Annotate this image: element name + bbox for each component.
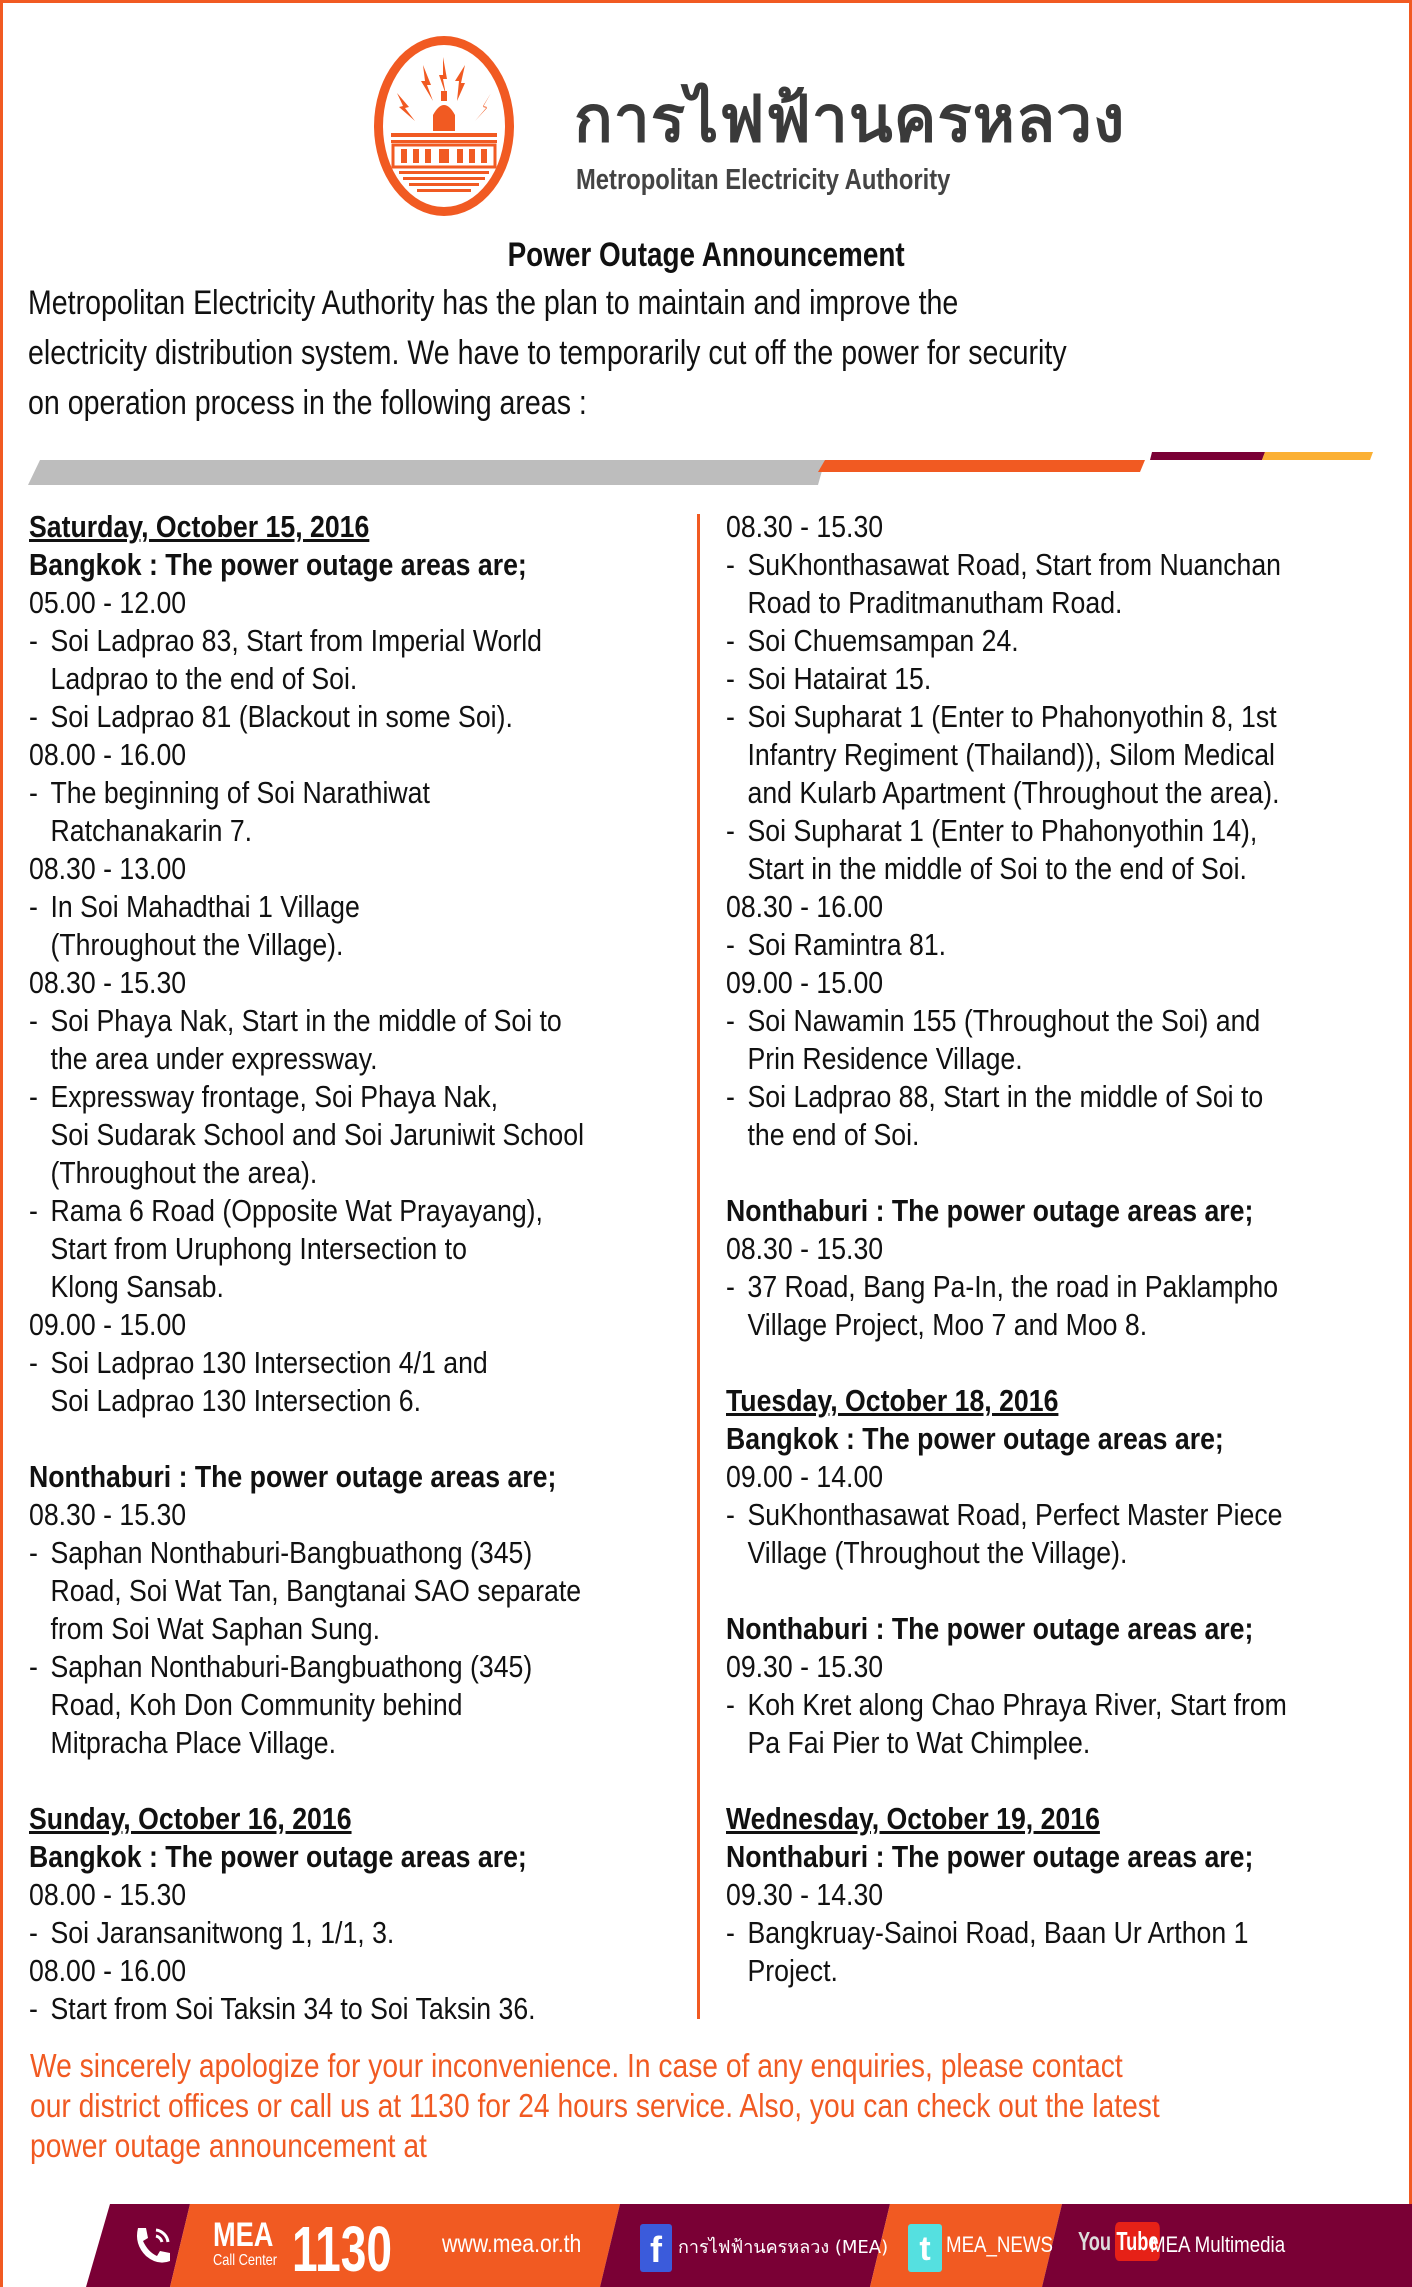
- section-spacer: [29, 1762, 689, 1800]
- outage-area-text: SuKhonthasawat Road, Start from Nuanchan: [747, 547, 1282, 582]
- outage-area-text: Expressway frontage, Soi Phaya Nak,: [50, 1079, 499, 1114]
- time-range: 08.00 - 15.30: [29, 1877, 187, 1912]
- bullet-dash: -: [29, 889, 38, 924]
- call-center-label: Call Center: [213, 2252, 278, 2269]
- decorative-stripe-divider: [0, 440, 1412, 490]
- bullet-dash: -: [726, 1079, 735, 1114]
- org-name-thai: การไฟฟ้านครหลวง: [574, 83, 1126, 157]
- call-center-number[interactable]: 1130: [292, 2213, 392, 2285]
- bullet-dash: -: [29, 623, 38, 658]
- region-heading: Nonthaburi : The power outage areas are;: [726, 1611, 1254, 1646]
- outage-area-item: [29, 1914, 689, 1952]
- outage-area-text: Road to Praditmanutham Road.: [747, 585, 1123, 620]
- outage-area-text: Bangkruay-Sainoi Road, Baan Ur Arthon 1: [747, 1915, 1249, 1950]
- time-range: 08.30 - 13.00: [29, 851, 187, 886]
- outage-area-text: Soi Ladprao 88, Start in the middle of Soi to: [747, 1079, 1264, 1114]
- time-range: 08.30 - 15.30: [29, 965, 187, 1000]
- section-spacer: [726, 1154, 1406, 1192]
- outage-area-item: [726, 1268, 1406, 1344]
- time-range: 08.00 - 16.00: [29, 1953, 187, 1988]
- outage-area-item: [726, 698, 1406, 812]
- column-divider: [697, 514, 700, 2019]
- intro-line: Metropolitan Electricity Authority has the plan to maintain and improve the: [28, 284, 959, 322]
- outage-area-item: [726, 1078, 1406, 1154]
- outage-area-text: The beginning of Soi Narathiwat: [50, 775, 430, 810]
- intro-paragraph: [28, 278, 1408, 428]
- bullet-dash: -: [29, 1535, 38, 1570]
- outage-area-text: from Soi Wat Saphan Sung.: [50, 1611, 380, 1646]
- outage-area-item: [726, 660, 1406, 698]
- time-range: 09.30 - 15.30: [726, 1649, 884, 1684]
- bullet-dash: -: [726, 813, 735, 848]
- time-range: 08.30 - 15.30: [29, 1497, 187, 1532]
- outage-area-text: Soi Ladprao 130 Intersection 6.: [50, 1383, 422, 1418]
- time-range: 05.00 - 12.00: [29, 585, 187, 620]
- time-range: 09.00 - 15.00: [29, 1307, 187, 1342]
- bullet-dash: -: [726, 1269, 735, 1304]
- outage-area-text: Saphan Nonthaburi-Bangbuathong (345): [50, 1649, 533, 1684]
- outage-area-text: Village (Throughout the Village).: [747, 1535, 1128, 1570]
- outage-area-text: Start from Soi Taksin 34 to Soi Taksin 36.: [50, 1991, 536, 2026]
- time-range: 08.00 - 16.00: [29, 737, 187, 772]
- header-logo: [374, 36, 1126, 216]
- apology-message: [30, 2046, 1400, 2166]
- outage-area-item: [726, 1002, 1406, 1078]
- time-range: 08.30 - 16.00: [726, 889, 884, 924]
- time-range: 09.30 - 14.30: [726, 1877, 884, 1912]
- outage-area-item: [29, 1648, 689, 1762]
- outage-date-heading: Tuesday, October 18, 2016: [726, 1383, 1059, 1418]
- bullet-dash: -: [726, 1497, 735, 1532]
- time-range: 08.30 - 15.30: [726, 1231, 884, 1266]
- intro-line: on operation process in the following areas :: [28, 384, 587, 422]
- outage-area-item: [726, 812, 1406, 888]
- bullet-dash: -: [29, 775, 38, 810]
- outage-area-text: (Throughout the Village).: [50, 927, 344, 962]
- bullet-dash: -: [29, 1003, 38, 1038]
- outage-area-item: [29, 1192, 689, 1306]
- facebook-label[interactable]: การไฟฟ้านครหลวง (MEA): [678, 2237, 889, 2258]
- intro-line: electricity distribution system. We have to temporarily cut off the power for security: [28, 334, 1067, 372]
- region-heading: Bangkok : The power outage areas are;: [29, 1839, 527, 1874]
- outage-area-text: Mitpracha Place Village.: [50, 1725, 337, 1760]
- outage-area-text: Klong Sansab.: [50, 1269, 224, 1304]
- outage-area-item: [726, 1496, 1406, 1572]
- bullet-dash: -: [29, 1079, 38, 1114]
- region-heading: Nonthaburi : The power outage areas are;: [726, 1839, 1254, 1874]
- outage-area-text: Soi Sudarak School and Soi Jaruniwit School: [50, 1117, 585, 1152]
- outage-area-text: Saphan Nonthaburi-Bangbuathong (345): [50, 1535, 533, 1570]
- outage-area-text: Soi Hatairat 15.: [747, 661, 932, 696]
- outage-area-item: [29, 1534, 689, 1648]
- outage-area-text: 37 Road, Bang Pa-In, the road in Paklampho: [747, 1269, 1279, 1304]
- bullet-dash: -: [726, 623, 735, 658]
- outage-area-text: Soi Chuemsampan 24.: [747, 623, 1019, 658]
- outage-area-text: Soi Ramintra 81.: [747, 927, 947, 962]
- region-heading: Nonthaburi : The power outage areas are;: [29, 1459, 557, 1494]
- section-spacer: [726, 1344, 1406, 1382]
- bullet-dash: -: [29, 1649, 38, 1684]
- outage-area-text: and Kularb Apartment (Throughout the area).: [747, 775, 1280, 810]
- bullet-dash: -: [726, 927, 735, 962]
- bullet-dash: -: [29, 1915, 38, 1950]
- outage-area-text: Start from Uruphong Intersection to: [50, 1231, 467, 1266]
- outage-area-text: Ratchanakarin 7.: [50, 813, 253, 848]
- outage-area-text: Soi Nawamin 155 (Throughout the Soi) and: [747, 1003, 1261, 1038]
- outage-area-text: Road, Soi Wat Tan, Bangtanai SAO separate: [50, 1573, 582, 1608]
- outage-area-text: Pa Fai Pier to Wat Chimplee.: [747, 1725, 1091, 1760]
- outage-area-text: Soi Ladprao 83, Start from Imperial World: [50, 623, 542, 658]
- apology-line: our district offices or call us at 1130 for 24 hours service. Also, you can check out the latest: [30, 2087, 1160, 2124]
- schedule-right-column: [726, 508, 1406, 1990]
- footer-contact-bar: [0, 2204, 1412, 2287]
- phone-icon: [128, 2222, 176, 2270]
- region-heading: Bangkok : The power outage areas are;: [726, 1421, 1224, 1456]
- mea-building-lightning-logo-icon: [374, 36, 514, 216]
- outage-area-item: [726, 622, 1406, 660]
- region-heading: Nonthaburi : The power outage areas are;: [726, 1193, 1254, 1228]
- facebook-icon[interactable]: f: [640, 2224, 672, 2272]
- outage-area-item: [726, 546, 1406, 622]
- outage-area-item: [29, 1990, 689, 2028]
- bullet-dash: -: [726, 699, 735, 734]
- outage-area-text: Soi Phaya Nak, Start in the middle of Soi to: [50, 1003, 562, 1038]
- outage-area-item: [726, 1686, 1406, 1762]
- outage-area-item: [29, 1002, 689, 1078]
- outage-area-item: [29, 622, 689, 698]
- bullet-dash: -: [29, 699, 38, 734]
- section-spacer: [29, 1420, 689, 1458]
- outage-date-heading: Saturday, October 15, 2016: [29, 509, 370, 544]
- outage-area-item: [29, 1078, 689, 1192]
- time-range: 09.00 - 15.00: [726, 965, 884, 1000]
- outage-area-text: Ladprao to the end of Soi.: [50, 661, 358, 696]
- youtube-you: You: [1078, 2226, 1112, 2256]
- section-spacer: [726, 1762, 1406, 1800]
- outage-area-text: Village Project, Moo 7 and Moo 8.: [747, 1307, 1148, 1342]
- outage-date-heading: Sunday, October 16, 2016: [29, 1801, 352, 1836]
- time-range: 09.00 - 14.00: [726, 1459, 884, 1494]
- youtube-tube: Tube: [1115, 2222, 1160, 2261]
- outage-area-text: (Throughout the area).: [50, 1155, 318, 1190]
- outage-area-text: Rama 6 Road (Opposite Wat Prayayang),: [50, 1193, 543, 1228]
- bullet-dash: -: [29, 1193, 38, 1228]
- bullet-dash: -: [726, 547, 735, 582]
- region-heading: Bangkok : The power outage areas are;: [29, 547, 527, 582]
- outage-area-text: Soi Supharat 1 (Enter to Phahonyothin 14),: [747, 813, 1258, 848]
- bullet-dash: -: [726, 1687, 735, 1722]
- page-title: Power Outage Announcement: [507, 236, 905, 274]
- outage-area-item: [29, 774, 689, 850]
- outage-area-text: Koh Kret along Chao Phraya River, Start from: [747, 1687, 1287, 1722]
- outage-area-item: [726, 1914, 1406, 1990]
- outage-area-text: Soi Ladprao 130 Intersection 4/1 and: [50, 1345, 488, 1380]
- outage-area-text: Soi Ladprao 81 (Blackout in some Soi).: [50, 699, 513, 734]
- outage-area-text: Infantry Regiment (Thailand)), Silom Medical: [747, 737, 1275, 772]
- twitter-label[interactable]: MEA_NEWS: [946, 2232, 1054, 2257]
- outage-area-text: Start in the middle of Soi to the end of Soi.: [747, 851, 1247, 886]
- apology-line: We sincerely apologize for your inconvenience. In case of any enquiries, please contact: [30, 2047, 1123, 2084]
- mea-label: MEA: [213, 2216, 274, 2254]
- outage-area-item: [726, 926, 1406, 964]
- schedule-left-column: [29, 508, 689, 2028]
- outage-area-text: Project.: [747, 1953, 838, 1988]
- twitter-icon[interactable]: t: [908, 2224, 942, 2272]
- org-name-english: Metropolitan Electricity Authority: [576, 164, 951, 196]
- section-spacer: [726, 1572, 1406, 1610]
- outage-area-text: the end of Soi.: [747, 1117, 920, 1152]
- outage-area-text: SuKhonthasawat Road, Perfect Master Piece: [747, 1497, 1283, 1532]
- outage-area-text: Soi Jaransanitwong 1, 1/1, 3.: [50, 1915, 395, 1950]
- outage-area-text: the area under expressway.: [50, 1041, 378, 1076]
- outage-area-text: Prin Residence Village.: [747, 1041, 1023, 1076]
- outage-area-text: Road, Koh Don Community behind: [50, 1687, 463, 1722]
- outage-area-item: [29, 698, 689, 736]
- bullet-dash: -: [29, 1345, 38, 1380]
- youtube-label[interactable]: MEA Multimedia: [1150, 2232, 1286, 2257]
- outage-area-item: [29, 888, 689, 964]
- bullet-dash: -: [726, 1915, 735, 1950]
- apology-line: power outage announcement at: [30, 2127, 427, 2164]
- outage-area-text: Soi Supharat 1 (Enter to Phahonyothin 8, 1st: [747, 699, 1277, 734]
- time-range: 08.30 - 15.30: [726, 509, 884, 544]
- bullet-dash: -: [726, 1003, 735, 1038]
- outage-date-heading: Wednesday, October 19, 2016: [726, 1801, 1100, 1836]
- bullet-dash: -: [29, 1991, 38, 2026]
- outage-area-item: [29, 1344, 689, 1420]
- website-link[interactable]: www.mea.or.th: [442, 2230, 582, 2258]
- bullet-dash: -: [726, 661, 735, 696]
- outage-area-text: In Soi Mahadthai 1 Village: [50, 889, 360, 924]
